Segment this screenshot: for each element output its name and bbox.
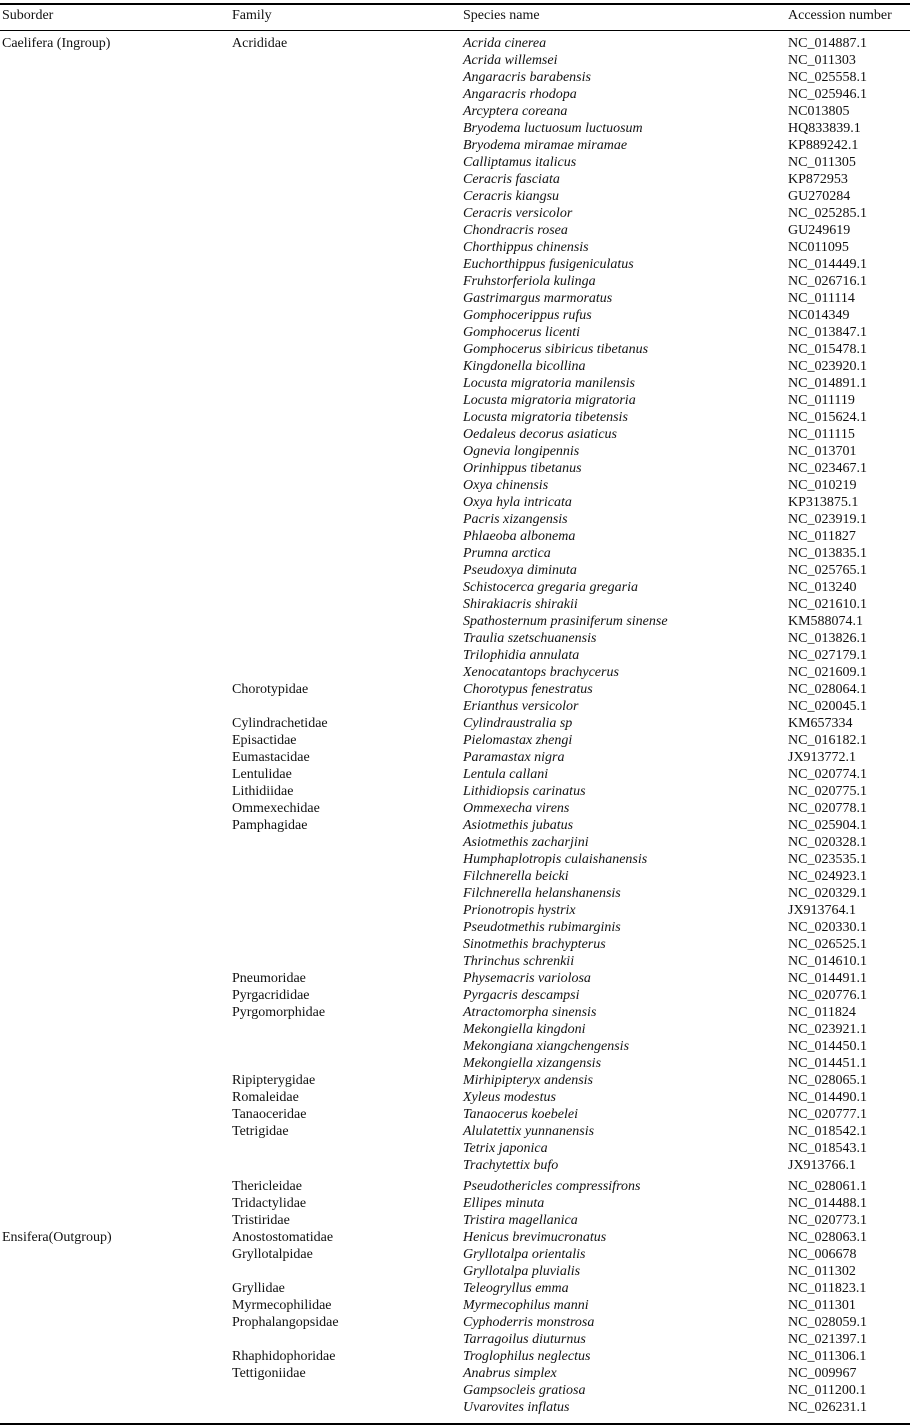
table-row xyxy=(0,290,910,307)
cell-species-name: Euchorthippus fusigeniculatus xyxy=(463,257,634,272)
table-row xyxy=(0,664,910,681)
table-row xyxy=(0,1399,910,1416)
cell-species-name: Physemacris variolosa xyxy=(463,971,591,986)
cell-accession-number: NC_011119 xyxy=(788,393,855,408)
table-row xyxy=(0,171,910,188)
table-row xyxy=(0,239,910,256)
cell-accession-number: NC_028064.1 xyxy=(788,682,867,697)
table-row xyxy=(0,630,910,647)
cell-species-name: Mekongiella kingdoni xyxy=(463,1022,586,1037)
cell-accession-number: NC_026525.1 xyxy=(788,937,867,952)
cell-accession-number: NC_020775.1 xyxy=(788,784,867,799)
cell-species-name: Gomphocerippus rufus xyxy=(463,308,592,323)
cell-accession-number: NC_018543.1 xyxy=(788,1141,867,1156)
cell-accession-number: NC_020777.1 xyxy=(788,1107,867,1122)
cell-accession-number: NC_023920.1 xyxy=(788,359,867,374)
cell-species-name: Calliptamus italicus xyxy=(463,155,577,170)
cell-species-name: Erianthus versicolor xyxy=(463,699,579,714)
cell-suborder: Caelifera (Ingroup) xyxy=(2,36,111,51)
table-row xyxy=(0,1004,910,1021)
cell-family: Pyrgomorphidae xyxy=(232,1005,326,1020)
cell-species-name: Locusta migratoria tibetensis xyxy=(463,410,628,425)
cell-species-name: Tristira magellanica xyxy=(463,1213,578,1228)
table-row xyxy=(0,426,910,443)
table-row xyxy=(0,358,910,375)
cell-accession-number: NC_028059.1 xyxy=(788,1315,867,1330)
table-row xyxy=(0,1246,910,1263)
table-row xyxy=(0,970,910,987)
cell-species-name: Tarragoilus diuturnus xyxy=(463,1332,586,1347)
table-row xyxy=(0,868,910,885)
table-row xyxy=(0,1072,910,1089)
cell-species-name: Fruhstorferiola kulinga xyxy=(463,274,596,289)
table-row xyxy=(0,477,910,494)
cell-family: Rhaphidophoridae xyxy=(232,1349,336,1364)
table-row xyxy=(0,1229,910,1246)
table-row xyxy=(0,749,910,766)
cell-accession-number: NC_023467.1 xyxy=(788,461,867,476)
cell-family: Gryllidae xyxy=(232,1281,285,1296)
cell-species-name: Phlaeoba albonema xyxy=(463,529,576,544)
table-row xyxy=(0,52,910,69)
cell-suborder: Ensifera(Outgroup) xyxy=(2,1230,112,1245)
table-row xyxy=(0,86,910,103)
cell-accession-number: NC_027179.1 xyxy=(788,648,867,663)
table-row xyxy=(0,511,910,528)
cell-species-name: Gastrimargus marmoratus xyxy=(463,291,613,306)
table-row xyxy=(0,137,910,154)
cell-species-name: Gryllotalpa orientalis xyxy=(463,1247,586,1262)
cell-accession-number: NC_011301 xyxy=(788,1298,856,1313)
header-species-name: Species name xyxy=(463,8,540,23)
cell-accession-number: NC014349 xyxy=(788,308,850,323)
cell-accession-number: NC_025946.1 xyxy=(788,87,867,102)
cell-species-name: Ognevia longipennis xyxy=(463,444,580,459)
cell-family: Romaleidae xyxy=(232,1090,299,1105)
table-row xyxy=(0,1263,910,1280)
cell-species-name: Myrmecophilus manni xyxy=(463,1298,589,1313)
cell-species-name: Oxya hyla intricata xyxy=(463,495,572,510)
cell-family: Anostostomatidae xyxy=(232,1230,334,1245)
cell-accession-number: NC_014891.1 xyxy=(788,376,867,391)
cell-accession-number: NC_026716.1 xyxy=(788,274,867,289)
cell-species-name: Chorthippus chinensis xyxy=(463,240,589,255)
cell-species-name: Tetrix japonica xyxy=(463,1141,548,1156)
cell-species-name: Shirakiacris shirakii xyxy=(463,597,578,612)
table-row xyxy=(0,1331,910,1348)
table-row xyxy=(0,851,910,868)
cell-family: Thericleidae xyxy=(232,1179,302,1194)
cell-accession-number: GU249619 xyxy=(788,223,851,238)
table-row xyxy=(0,460,910,477)
table-row xyxy=(0,35,910,52)
table-row xyxy=(0,1021,910,1038)
table-row xyxy=(0,1178,910,1195)
cell-family: Myrmecophilidae xyxy=(232,1298,332,1313)
table-row xyxy=(0,443,910,460)
cell-species-name: Acrida willemsei xyxy=(463,53,558,68)
cell-species-name: Pseudotmethis rubimarginis xyxy=(463,920,621,935)
cell-accession-number: NC_020774.1 xyxy=(788,767,867,782)
cell-accession-number: HQ833839.1 xyxy=(788,121,861,136)
cell-species-name: Henicus brevimucronatus xyxy=(463,1230,607,1245)
cell-family: Gryllotalpidae xyxy=(232,1247,313,1262)
cell-species-name: Acrida cinerea xyxy=(463,36,547,51)
cell-species-name: Ceracris versicolor xyxy=(463,206,573,221)
cell-species-name: Xenocatantops brachycerus xyxy=(463,665,619,680)
cell-accession-number: NC_020330.1 xyxy=(788,920,867,935)
cell-accession-number: NC_013835.1 xyxy=(788,546,867,561)
cell-accession-number: NC_011115 xyxy=(788,427,855,442)
table-row xyxy=(0,1365,910,1382)
cell-accession-number: NC_020773.1 xyxy=(788,1213,867,1228)
header-suborder: Suborder xyxy=(2,8,54,23)
cell-species-name: Gryllotalpa pluvialis xyxy=(463,1264,581,1279)
cell-accession-number: NC_023535.1 xyxy=(788,852,867,867)
cell-species-name: Mekongiana xiangchengensis xyxy=(463,1039,630,1054)
cell-species-name: Ommexecha virens xyxy=(463,801,570,816)
cell-family: Cylindrachetidae xyxy=(232,716,328,731)
header-accession-number: Accession number xyxy=(788,8,892,23)
cell-accession-number: NC_011200.1 xyxy=(788,1383,867,1398)
cell-species-name: Pyrgacris descampsi xyxy=(463,988,580,1003)
cell-species-name: Xyleus modestus xyxy=(463,1090,556,1105)
cell-accession-number: NC_011302 xyxy=(788,1264,856,1279)
table-row xyxy=(0,1106,910,1123)
table-row xyxy=(0,1212,910,1229)
cell-family: Prophalangopsidae xyxy=(232,1315,339,1330)
table-row xyxy=(0,783,910,800)
cell-species-name: Ceracris fasciata xyxy=(463,172,560,187)
table-row xyxy=(0,817,910,834)
table-row xyxy=(0,1055,910,1072)
cell-species-name: Oxya chinensis xyxy=(463,478,549,493)
cell-accession-number: NC_015478.1 xyxy=(788,342,867,357)
cell-accession-number: KM657334 xyxy=(788,716,853,731)
table-row xyxy=(0,341,910,358)
cell-accession-number: NC_009967 xyxy=(788,1366,857,1381)
table-row xyxy=(0,1157,910,1174)
cell-accession-number: NC_020329.1 xyxy=(788,886,867,901)
table-row xyxy=(0,494,910,511)
cell-species-name: Angaracris rhodopa xyxy=(463,87,577,102)
table-row xyxy=(0,919,910,936)
table-row xyxy=(0,715,910,732)
cell-accession-number: NC_011305 xyxy=(788,155,856,170)
cell-species-name: Kingdonella bicollina xyxy=(463,359,586,374)
cell-family: Ommexechidae xyxy=(232,801,320,816)
cell-family: Tetrigidae xyxy=(232,1124,289,1139)
cell-species-name: Locusta migratoria manilensis xyxy=(463,376,635,391)
cell-species-name: Schistocerca gregaria gregaria xyxy=(463,580,638,595)
cell-accession-number: KP313875.1 xyxy=(788,495,859,510)
table-row xyxy=(0,1089,910,1106)
cell-accession-number: NC_014887.1 xyxy=(788,36,867,51)
cell-species-name: Uvarovites inflatus xyxy=(463,1400,570,1415)
table-row xyxy=(0,1195,910,1212)
cell-accession-number: KP889242.1 xyxy=(788,138,859,153)
cell-accession-number: NC_020045.1 xyxy=(788,699,867,714)
table-row xyxy=(0,647,910,664)
cell-family: Acrididae xyxy=(232,36,288,51)
cell-accession-number: NC_013701 xyxy=(788,444,857,459)
cell-species-name: Ceracris kiangsu xyxy=(463,189,560,204)
cell-family: Lithidiidae xyxy=(232,784,294,799)
table-row xyxy=(0,1140,910,1157)
cell-accession-number: NC_025558.1 xyxy=(788,70,867,85)
cell-species-name: Angaracris barabensis xyxy=(463,70,591,85)
cell-accession-number: JX913766.1 xyxy=(788,1158,857,1173)
cell-accession-number: KP872953 xyxy=(788,172,848,187)
table-row xyxy=(0,103,910,120)
cell-species-name: Arcyptera coreana xyxy=(463,104,568,119)
cell-species-name: Humphaplotropis culaishanensis xyxy=(463,852,648,867)
table-row xyxy=(0,222,910,239)
table-row xyxy=(0,375,910,392)
table-row xyxy=(0,154,910,171)
table-row xyxy=(0,834,910,851)
cell-family: Tettigoniidae xyxy=(232,1366,306,1381)
table-row xyxy=(0,562,910,579)
cell-accession-number: NC_023919.1 xyxy=(788,512,867,527)
cell-species-name: Cyphoderris monstrosa xyxy=(463,1315,595,1330)
cell-species-name: Bryodema miramae miramae xyxy=(463,138,628,153)
cell-accession-number: JX913772.1 xyxy=(788,750,857,765)
cell-species-name: Cylindraustralia sp xyxy=(463,716,573,731)
cell-family: Pamphagidae xyxy=(232,818,308,833)
cell-family: Pneumoridae xyxy=(232,971,306,986)
header-family: Family xyxy=(232,8,272,23)
table-row xyxy=(0,307,910,324)
cell-accession-number: NC_021610.1 xyxy=(788,597,867,612)
table-row xyxy=(0,1123,910,1140)
cell-accession-number: NC_015624.1 xyxy=(788,410,867,425)
cell-species-name: Pacris xizangensis xyxy=(463,512,568,527)
cell-accession-number: NC_011823.1 xyxy=(788,1281,867,1296)
cell-accession-number: NC_025765.1 xyxy=(788,563,867,578)
cell-species-name: Sinotmethis brachypterus xyxy=(463,937,606,952)
cell-accession-number: NC_025904.1 xyxy=(788,818,867,833)
cell-family: Eumastacidae xyxy=(232,750,310,765)
cell-species-name: Thrinchus schrenkii xyxy=(463,954,575,969)
cell-species-name: Lithidiopsis carinatus xyxy=(463,784,586,799)
table-row xyxy=(0,1280,910,1297)
table-row xyxy=(0,273,910,290)
table-row xyxy=(0,205,910,222)
cell-accession-number: NC_021397.1 xyxy=(788,1332,867,1347)
cell-species-name: Pielomastax zhengi xyxy=(463,733,573,748)
cell-family: Chorotypidae xyxy=(232,682,309,697)
cell-species-name: Mekongiella xizangensis xyxy=(463,1056,602,1071)
table-row xyxy=(0,1038,910,1055)
table-row xyxy=(0,987,910,1004)
cell-accession-number: NC_018542.1 xyxy=(788,1124,867,1139)
cell-species-name: Spathosternum prasiniferum sinense xyxy=(463,614,668,629)
cell-species-name: Filchnerella helanshanensis xyxy=(463,886,621,901)
table-row xyxy=(0,545,910,562)
cell-species-name: Orinhippus tibetanus xyxy=(463,461,582,476)
cell-species-name: Anabrus simplex xyxy=(463,1366,557,1381)
cell-accession-number: NC_028061.1 xyxy=(788,1179,867,1194)
cell-accession-number: NC_011306.1 xyxy=(788,1349,867,1364)
cell-accession-number: NC_011827 xyxy=(788,529,856,544)
cell-species-name: Prionotropis hystrix xyxy=(463,903,576,918)
table-bottom-rule xyxy=(0,1423,910,1425)
cell-accession-number: NC_014450.1 xyxy=(788,1039,867,1054)
cell-accession-number: NC_020328.1 xyxy=(788,835,867,850)
table-row xyxy=(0,732,910,749)
cell-species-name: Trilophidia annulata xyxy=(463,648,580,663)
cell-accession-number: NC_011114 xyxy=(788,291,855,306)
cell-accession-number: NC_011303 xyxy=(788,53,856,68)
cell-family: Tristiridae xyxy=(232,1213,290,1228)
cell-family: Lentulidae xyxy=(232,767,292,782)
cell-accession-number: NC_011824 xyxy=(788,1005,856,1020)
cell-species-name: Pseudoxya diminuta xyxy=(463,563,577,578)
cell-accession-number: NC_014490.1 xyxy=(788,1090,867,1105)
cell-species-name: Gomphocerus sibiricus tibetanus xyxy=(463,342,649,357)
cell-species-name: Filchnerella beicki xyxy=(463,869,569,884)
table-row xyxy=(0,953,910,970)
cell-accession-number: NC_010219 xyxy=(788,478,857,493)
cell-accession-number: NC_013847.1 xyxy=(788,325,867,340)
cell-accession-number: NC_028065.1 xyxy=(788,1073,867,1088)
cell-species-name: Gampsocleis gratiosa xyxy=(463,1383,586,1398)
cell-species-name: Traulia szetschuanensis xyxy=(463,631,597,646)
cell-species-name: Troglophilus neglectus xyxy=(463,1349,591,1364)
table-row xyxy=(0,1382,910,1399)
cell-species-name: Ellipes minuta xyxy=(463,1196,545,1211)
cell-accession-number: NC013805 xyxy=(788,104,850,119)
cell-species-name: Atractomorpha sinensis xyxy=(463,1005,597,1020)
cell-species-name: Alulatettix yunnanensis xyxy=(463,1124,595,1139)
cell-accession-number: NC_025285.1 xyxy=(788,206,867,221)
table-row xyxy=(0,579,910,596)
cell-accession-number: NC_014451.1 xyxy=(788,1056,867,1071)
cell-species-name: Lentula callani xyxy=(463,767,549,782)
table-row xyxy=(0,120,910,137)
cell-accession-number: NC_016182.1 xyxy=(788,733,867,748)
cell-species-name: Tanaocerus koebelei xyxy=(463,1107,578,1122)
cell-species-name: Bryodema luctuosum luctuosum xyxy=(463,121,643,136)
table-row xyxy=(0,1297,910,1314)
cell-species-name: Gomphocerus licenti xyxy=(463,325,581,340)
cell-species-name: Chorotypus fenestratus xyxy=(463,682,593,697)
cell-species-name: Prumna arctica xyxy=(463,546,551,561)
cell-accession-number: NC_013826.1 xyxy=(788,631,867,646)
cell-accession-number: KM588074.1 xyxy=(788,614,864,629)
cell-accession-number: NC_021609.1 xyxy=(788,665,867,680)
cell-accession-number: NC_024923.1 xyxy=(788,869,867,884)
table-row xyxy=(0,681,910,698)
table-row xyxy=(0,324,910,341)
table-row xyxy=(0,528,910,545)
table-row xyxy=(0,188,910,205)
table-row xyxy=(0,698,910,715)
table-row xyxy=(0,936,910,953)
cell-accession-number: NC_020776.1 xyxy=(788,988,867,1003)
cell-accession-number: NC_023921.1 xyxy=(788,1022,867,1037)
cell-accession-number: NC011095 xyxy=(788,240,849,255)
cell-species-name: Asiotmethis zacharjini xyxy=(463,835,589,850)
table-row xyxy=(0,1348,910,1365)
cell-accession-number: NC_020778.1 xyxy=(788,801,867,816)
cell-accession-number: NC_014610.1 xyxy=(788,954,867,969)
cell-accession-number: NC_014488.1 xyxy=(788,1196,867,1211)
cell-species-name: Trachytettix bufo xyxy=(463,1158,559,1173)
cell-family: Pyrgacrididae xyxy=(232,988,310,1003)
cell-species-name: Chondracris rosea xyxy=(463,223,568,238)
cell-species-name: Pseudothericles compressifrons xyxy=(463,1179,641,1194)
table-row xyxy=(0,613,910,630)
table-row xyxy=(0,596,910,613)
cell-accession-number: NC_013240 xyxy=(788,580,857,595)
table-row xyxy=(0,409,910,426)
table-row xyxy=(0,800,910,817)
table-row xyxy=(0,885,910,902)
table-row xyxy=(0,766,910,783)
cell-species-name: Paramastax nigra xyxy=(463,750,565,765)
cell-species-name: Oedaleus decorus asiaticus xyxy=(463,427,617,442)
cell-accession-number: GU270284 xyxy=(788,189,851,204)
table-row xyxy=(0,256,910,273)
table-row xyxy=(0,69,910,86)
cell-accession-number: NC_014449.1 xyxy=(788,257,867,272)
cell-species-name: Locusta migratoria migratoria xyxy=(463,393,636,408)
table-row xyxy=(0,902,910,919)
cell-accession-number: JX913764.1 xyxy=(788,903,857,918)
cell-species-name: Asiotmethis jubatus xyxy=(463,818,574,833)
cell-family: Tridactylidae xyxy=(232,1196,307,1211)
cell-accession-number: NC_006678 xyxy=(788,1247,857,1262)
cell-species-name: Mirhipipteryx andensis xyxy=(463,1073,594,1088)
cell-species-name: Teleogryllus emma xyxy=(463,1281,569,1296)
cell-family: Episactidae xyxy=(232,733,297,748)
table-row xyxy=(0,1314,910,1331)
cell-family: Tanaoceridae xyxy=(232,1107,307,1122)
cell-accession-number: NC_026231.1 xyxy=(788,1400,867,1415)
cell-accession-number: NC_028063.1 xyxy=(788,1230,867,1245)
cell-accession-number: NC_014491.1 xyxy=(788,971,867,986)
cell-family: Ripipterygidae xyxy=(232,1073,316,1088)
table-row xyxy=(0,392,910,409)
